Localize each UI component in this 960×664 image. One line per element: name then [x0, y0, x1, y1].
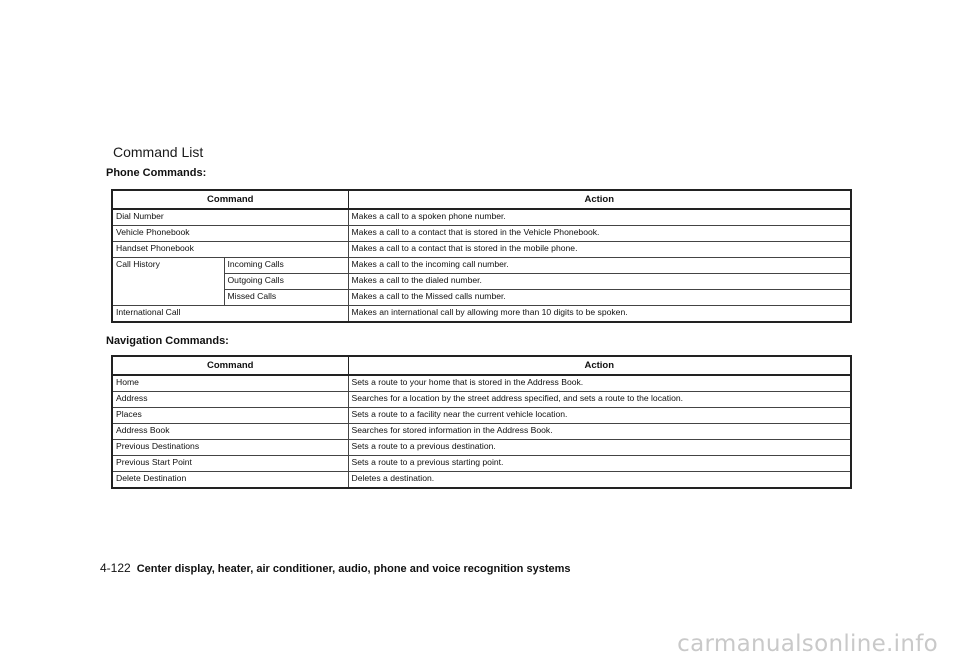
action-cell: Makes a call to the dialed number. [348, 274, 851, 290]
command-cell: Address [112, 392, 348, 408]
chapter-title: Center display, heater, air conditioner, audio, phone and voice recognition systems [136, 563, 571, 575]
command-cell: Home [112, 375, 348, 392]
page-number: 4-122 [100, 561, 131, 575]
action-cell: Searches for stored information in the Address Book. [348, 424, 851, 440]
page-footer [100, 561, 571, 575]
phone-commands-heading: Phone Commands: [106, 167, 207, 179]
table-header-row [112, 190, 851, 209]
action-cell: Makes an international call by allowing more than 10 digits to be spoken. [348, 306, 851, 323]
column-header-action: Action [348, 356, 851, 375]
column-header-command: Command [112, 190, 348, 209]
action-cell: Searches for a location by the street address specified, and sets a route to the location. [348, 392, 851, 408]
table-row [112, 226, 851, 242]
sub-command-cell: Outgoing Calls [224, 274, 348, 290]
command-cell: Vehicle Phonebook [112, 226, 348, 242]
action-cell: Makes a call to the Missed calls number. [348, 290, 851, 306]
watermark: carmanualsonline.info [677, 631, 938, 657]
command-cell: Address Book [112, 424, 348, 440]
action-cell: Makes a call to a contact that is stored in the mobile phone. [348, 242, 851, 258]
action-cell: Makes a call to a spoken phone number. [348, 209, 851, 226]
table-row [112, 456, 851, 472]
table-row [112, 242, 851, 258]
table-row [112, 375, 851, 392]
action-cell: Sets a route to your home that is stored in the Address Book. [348, 375, 851, 392]
command-cell: Dial Number [112, 209, 348, 226]
action-cell: Makes a call to a contact that is stored in the Vehicle Phonebook. [348, 226, 851, 242]
action-cell: Sets a route to a previous destination. [348, 440, 851, 456]
command-cell: Previous Start Point [112, 456, 348, 472]
table-row [112, 440, 851, 456]
command-cell: Previous Destinations [112, 440, 348, 456]
action-cell: Sets a route to a facility near the current vehicle location. [348, 408, 851, 424]
command-cell: Handset Phonebook [112, 242, 348, 258]
phone-commands-table [111, 189, 852, 323]
column-header-action: Action [348, 190, 851, 209]
table-row [112, 209, 851, 226]
table-row [112, 424, 851, 440]
section-title: Command List [113, 144, 204, 160]
command-cell: Delete Destination [116, 473, 187, 483]
action-cell: Sets a route to a previous starting point. [348, 456, 851, 472]
action-cell: Makes a call to the incoming call number. [348, 258, 851, 274]
table-row [112, 258, 851, 274]
action-cell: Deletes a destination. [348, 472, 851, 489]
table-row [112, 408, 851, 424]
table-row [112, 392, 851, 408]
table-row [112, 472, 851, 489]
navigation-commands-table [111, 355, 852, 489]
sub-command-cell: Missed Calls [224, 290, 348, 306]
sub-command-cell: Incoming Calls [224, 258, 348, 274]
command-cell: Places [112, 408, 348, 424]
table-row [112, 306, 851, 323]
column-header-command: Command [112, 356, 348, 375]
table-header-row [112, 356, 851, 375]
command-cell: Call History [112, 258, 224, 306]
navigation-commands-heading: Navigation Commands: [106, 335, 229, 347]
command-cell: International Call [116, 307, 181, 317]
